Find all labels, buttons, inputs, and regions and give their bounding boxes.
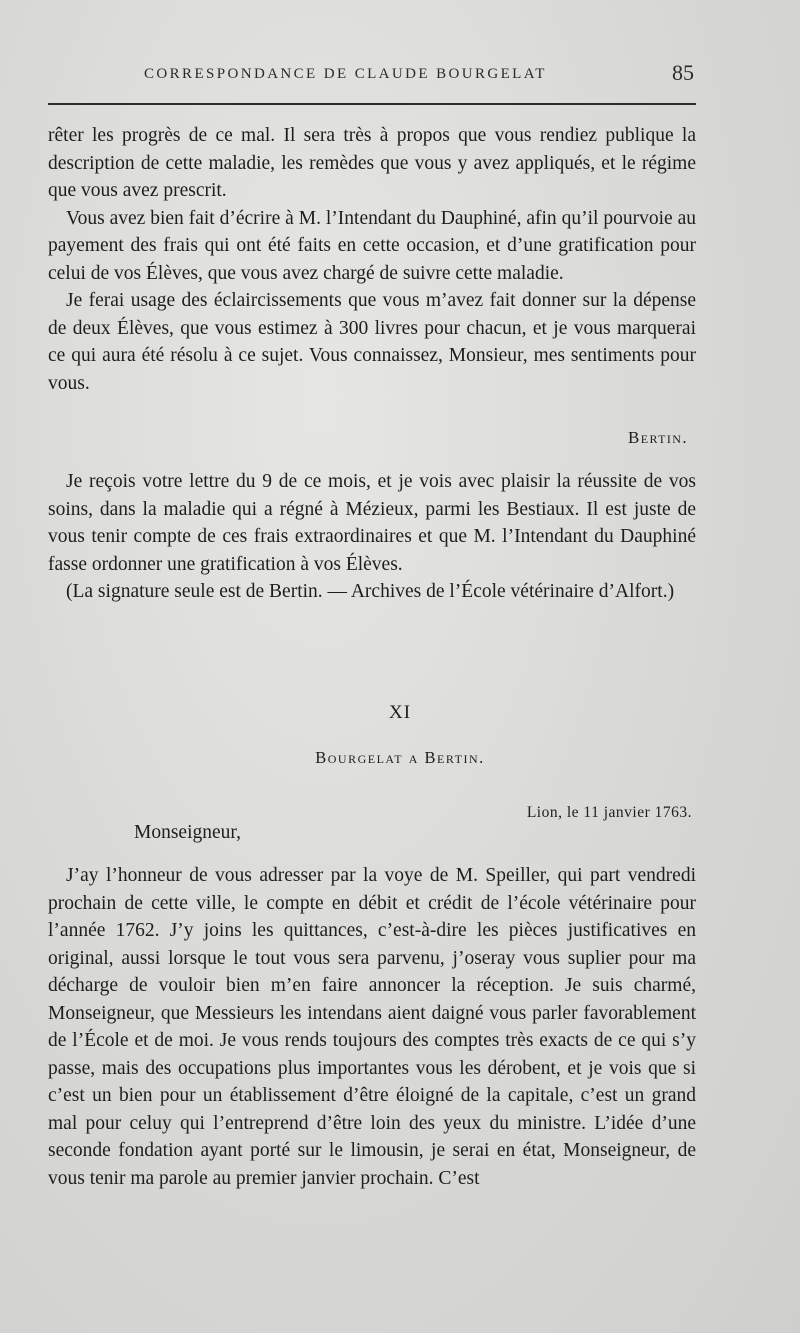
- letter-heading: Bourgelat a Bertin.: [315, 748, 485, 767]
- paragraph: J’ay l’honneur de vous adresser par la voye de M. Speiller, qui part vendredi prochain de cette ville, le compte en débit et crédit de l’école vétérinaire pour l’année 1762. J’y joins les quittances, c’est-à-dire les pièces justificatives en original, aussi lorsque le tout vous sera parvenu, j’oseray vous suplier pour ma décharge de vouloir bien m’en faire annoncer la réception. Je suis charmé, Monseigneur, que Messieurs les intendans aient daigné vous parler favorablement de l’École et de moi. Je vous rends toujours des comptes très exacts de ce qui s’y passe, mais des occupations plus importantes vous les dérobent, et je vois que si c’est un bien pour un établissement d’être éloigné de la capitale, c’est un grand mal pour celuy qui l’entreprend d’être loin des yeux du ministre. L’idée d’une seconde fondation ayant porté sur le limousin, je serai en état, Monseigneur, de vous tenir ma parole au premier janvier prochain. C’est: [48, 865, 696, 1189]
- letter-text-3: [48, 862, 696, 1192]
- paragraph: Je reçois votre lettre du 9 de ce mois, et je vois avec plaisir la réussite de vos soins, dans la maladie qui a régné à Mézieux, parmi les Bestiaux. Il est juste de vous tenir compte de ces frais extraordinaires et que M. l’Intendant du Dauphiné fasse ordonner une gratification à vos Élèves.: [48, 471, 696, 575]
- header-rule: [48, 103, 696, 105]
- salutation: Monseigneur,: [134, 822, 241, 843]
- letter-text-2: [48, 468, 696, 606]
- source-note: (La signature seule est de Bertin. — Archives de l’École vétérinaire d’Alfort.): [66, 581, 675, 602]
- signature: Bertin.: [628, 428, 688, 447]
- page-number: 85: [672, 60, 694, 85]
- section-number: XI: [388, 702, 412, 723]
- paragraph: Vous avez bien fait d’écrire à M. l’Intendant du Dauphiné, afin qu’il pourvoie au payement des frais qui ont été faits en cette occasion, et d’une gratification pour celui de vos Élèves, que vous avez chargé de suivre cette maladie.: [48, 207, 696, 284]
- paragraph: rêter les progrès de ce mal. Il sera très à propos que vous rendiez publique la description de cette maladie, les remèdes que vous y avez appliqués, et le régime que vous avez prescrit.: [48, 125, 696, 201]
- paragraph: Je ferai usage des éclaircissements que vous m’avez fait donner sur la dépense de deux Élèves, que vous estimez à 300 livres pour chacun, et je vous marquerai ce qui aura été résolu à ce sujet. Vous connaissez, Monsieur, mes sentiments pour vous.: [48, 290, 696, 394]
- running-head: [48, 60, 696, 90]
- running-title: CORRESPONDANCE DE CLAUDE BOURGELAT: [144, 66, 547, 82]
- dateline: Lion, le 11 janvier 1763.: [526, 804, 692, 821]
- letter-text-1: [48, 122, 696, 397]
